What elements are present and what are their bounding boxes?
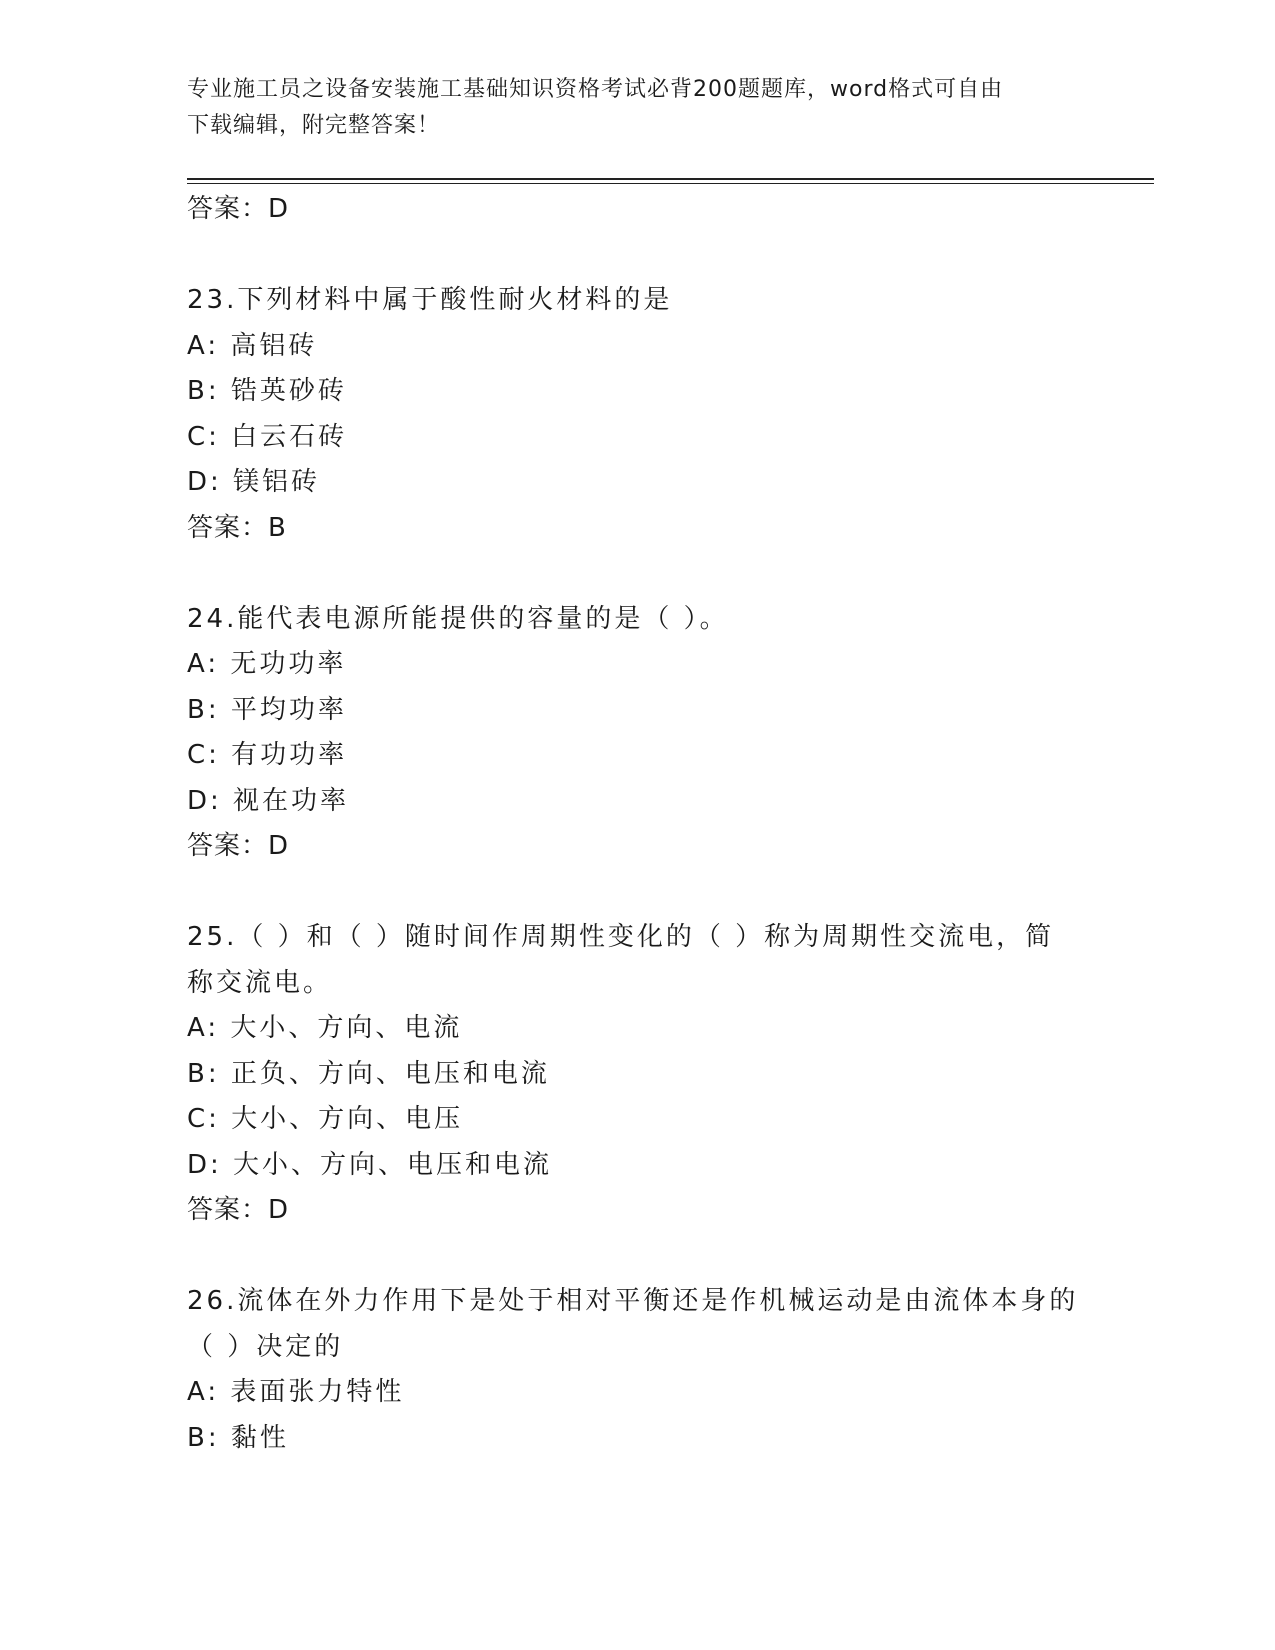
answer-line: 答案：B (187, 512, 287, 543)
question-block (187, 915, 1107, 1234)
spacer (187, 1234, 1107, 1280)
previous-answer: 答案：D (187, 194, 290, 224)
option-a: A: 表面张力特性 (187, 1377, 405, 1407)
question-text: 25.（ ）和（ ）随时间作周期性变化的（ ）称为周期性交流电，简 (187, 922, 1055, 952)
question-list (187, 187, 1107, 1461)
spacer (187, 233, 1107, 279)
question-block (187, 1279, 1107, 1461)
option-b: B: 锆英砂砖 (187, 376, 347, 406)
option-a: A: 大小、方向、电流 (187, 1013, 463, 1043)
question-text-continued: 称交流电。 (187, 967, 333, 998)
question-text: 24.能代表电源所能提供的容量的是（ ）。 (187, 603, 729, 634)
answer-line: 答案：D (187, 1195, 290, 1225)
option-c: C: 白云石砖 (187, 421, 348, 452)
option-c: C: 大小、方向、电压 (187, 1104, 464, 1134)
header-divider-thin (187, 183, 1154, 184)
question-text: 26.流体在外力作用下是处于相对平衡还是作机械运动是由流体本身的 (187, 1286, 1079, 1316)
question-block (187, 597, 1107, 870)
option-a: A: 高铝砖 (187, 330, 318, 361)
option-a: A: 无功功率 (187, 649, 347, 679)
option-b: B: 正负、方向、电压和电流 (187, 1058, 550, 1089)
header-line-2: 下载编辑，附完整答案！ (187, 113, 441, 138)
header-divider-thick (187, 178, 1154, 180)
answer-line: 答案：D (187, 831, 290, 861)
option-c: C: 有功功率 (187, 740, 348, 770)
question-block (187, 278, 1107, 551)
option-d: D: 大小、方向、电压和电流 (187, 1149, 553, 1180)
option-b: B: 平均功率 (187, 694, 347, 725)
option-b: B: 黏性 (187, 1422, 289, 1453)
document-header (187, 72, 1087, 144)
spacer (187, 870, 1107, 916)
spacer (187, 551, 1107, 597)
question-text-continued: （ ）决定的 (187, 1331, 344, 1362)
question-text: 23.下列材料中属于酸性耐火材料的是 (187, 285, 673, 315)
option-d: D: 镁铝砖 (187, 467, 321, 497)
option-d: D: 视在功率 (187, 785, 350, 816)
header-line-1: 专业施工员之设备安装施工基础知识资格考试必背200题题库，word格式可自由 (187, 77, 1004, 102)
